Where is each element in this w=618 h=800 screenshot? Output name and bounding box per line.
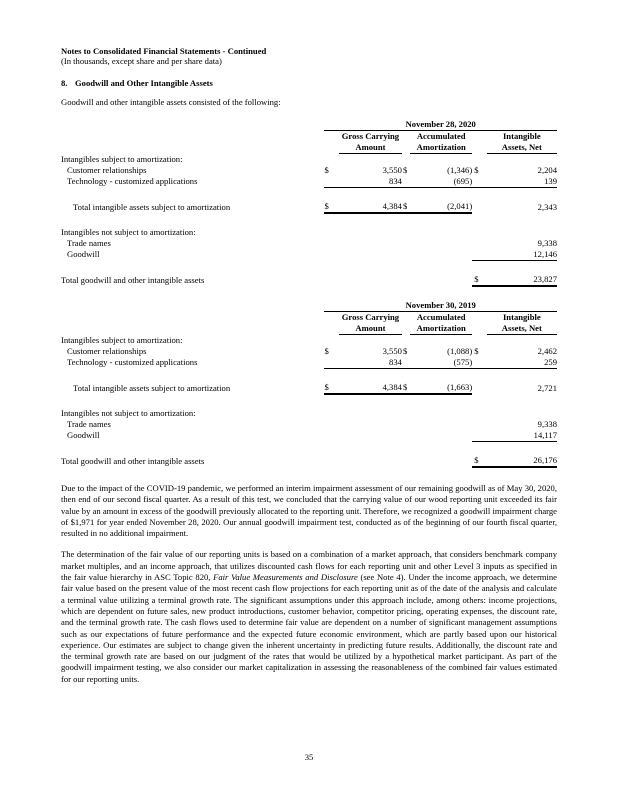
notes-header-title: Notes to Consolidated Financial Statements - Continued bbox=[61, 46, 267, 56]
fair-value-paragraph: The determination of the fair value of our reporting units is based on a combination of a market approach, that considers benchmark company market multiples, and an income approach, that utilizes discounted cash flows for each reporting unit and other Level 3 inputs as specified in the fair value hierarchy in ASC Topic 820, Fair Value Measurements and Disclosure (see Note 4). Under the income approach, we determine fair value based on the present value of the most recent cash flow projections for each reporting unit as of the date of the analysis and calculate a terminal value utilizing a terminal growth rate. The significant assumptions under this approach include, among others: income projections, which are dependent on future sales, new product introductions, customer behavior, competitor pricing, operating expenses, the discount rate, and the terminal growth rate. The cash flows used to determine fair value are dependent on a number of significant management assumptions such as our expectations of future performance and the expected future economic environment, which are partly based upon our historical experience. Our estimates are subject to change given the inherent uncertainty in predicting future results. Additionally, the discount rate and the terminal growth rate are based on our judgment of the rates that would be utilized by a hypothetical market participant. As part of the goodwill impairment testing, we also consider our market capitalization in assessing the reasonableness of the combined fair values estimated for our reporting units. bbox=[61, 549, 557, 684]
table-row: Goodwill 14,117 bbox=[67, 429, 557, 441]
section-title: Goodwill and Other Intangible Assets bbox=[75, 77, 213, 88]
col-accum-header: Accumulated Amortization bbox=[410, 130, 472, 153]
not-amortized-label-row: Intangibles not subject to amortization: bbox=[61, 407, 196, 418]
table-row: Technology - customized applications 834 (695) 139 bbox=[67, 175, 557, 187]
col-accum-header: Accumulated Amortization bbox=[410, 311, 472, 334]
document-page bbox=[61, 46, 557, 685]
col-gross-header: Gross Carrying Amount bbox=[339, 311, 402, 334]
not-amortized-label-row: Intangibles not subject to amortization: bbox=[61, 226, 196, 237]
period-header: November 28, 2020 bbox=[324, 119, 557, 131]
intangibles-table-2020 bbox=[61, 119, 557, 287]
section-intro: Goodwill and other intangible assets consisted of the following: bbox=[61, 97, 281, 108]
notes-header-subtitle: (In thousands, except share and per share data) bbox=[61, 56, 222, 67]
amortized-label-row: Intangibles subject to amortization: bbox=[61, 334, 183, 345]
total-amortized-row: Total intangible assets subject to amortization $ 4,384 $ (1,663) 2,721 bbox=[73, 381, 557, 393]
table-row: Goodwill 12,146 bbox=[67, 248, 557, 260]
impairment-paragraph: Due to the impact of the COVID-19 pandemic, we performed an interim impairment assessment of our remaining goodwill as of May 30, 2020, then end of our second fiscal quarter. As a result of this test, we concluded that the carrying value of our wood reporting unit exceeded its fair value by an amount in excess of the goodwill previously allocated to the reporting unit. Therefore, we recognized a goodwill impairment charge of $1,971 for year ended November 28, 2020. Our annual goodwill impairment test, conducted as of the beginning of our fourth fiscal quarter, resulted in no additional impairment. bbox=[61, 482, 557, 539]
section-heading bbox=[61, 78, 557, 88]
period-header: November 30, 2019 bbox=[324, 300, 557, 312]
section-number: 8. bbox=[61, 77, 68, 88]
table-row: Trade names 9,338 bbox=[67, 237, 557, 248]
col-net-header: Intangible Assets, Net bbox=[487, 130, 557, 153]
amortized-label-row: Intangibles subject to amortization: bbox=[61, 153, 183, 164]
col-gross-header: Gross Carrying Amount bbox=[339, 130, 402, 153]
total-amortized-row: Total intangible assets subject to amortization $ 4,384 $ (2,041) 2,343 bbox=[73, 200, 557, 212]
intangibles-table-2019 bbox=[61, 300, 557, 468]
table-row: Trade names 9,338 bbox=[67, 418, 557, 429]
grand-total-row: Total goodwill and other intangible assets $ 26,176 bbox=[61, 454, 557, 466]
table-row: Customer relationships $ 3,550 $ (1,346) $ 2,204 bbox=[67, 164, 557, 175]
table-row: Technology - customized applications 834 (575) 259 bbox=[67, 356, 557, 368]
grand-total-row: Total goodwill and other intangible assets $ 23,827 bbox=[61, 273, 557, 285]
table-row: Customer relationships $ 3,550 $ (1,088) $ 2,462 bbox=[67, 345, 557, 356]
col-net-header: Intangible Assets, Net bbox=[487, 311, 557, 334]
page-number: 35 bbox=[304, 752, 314, 762]
